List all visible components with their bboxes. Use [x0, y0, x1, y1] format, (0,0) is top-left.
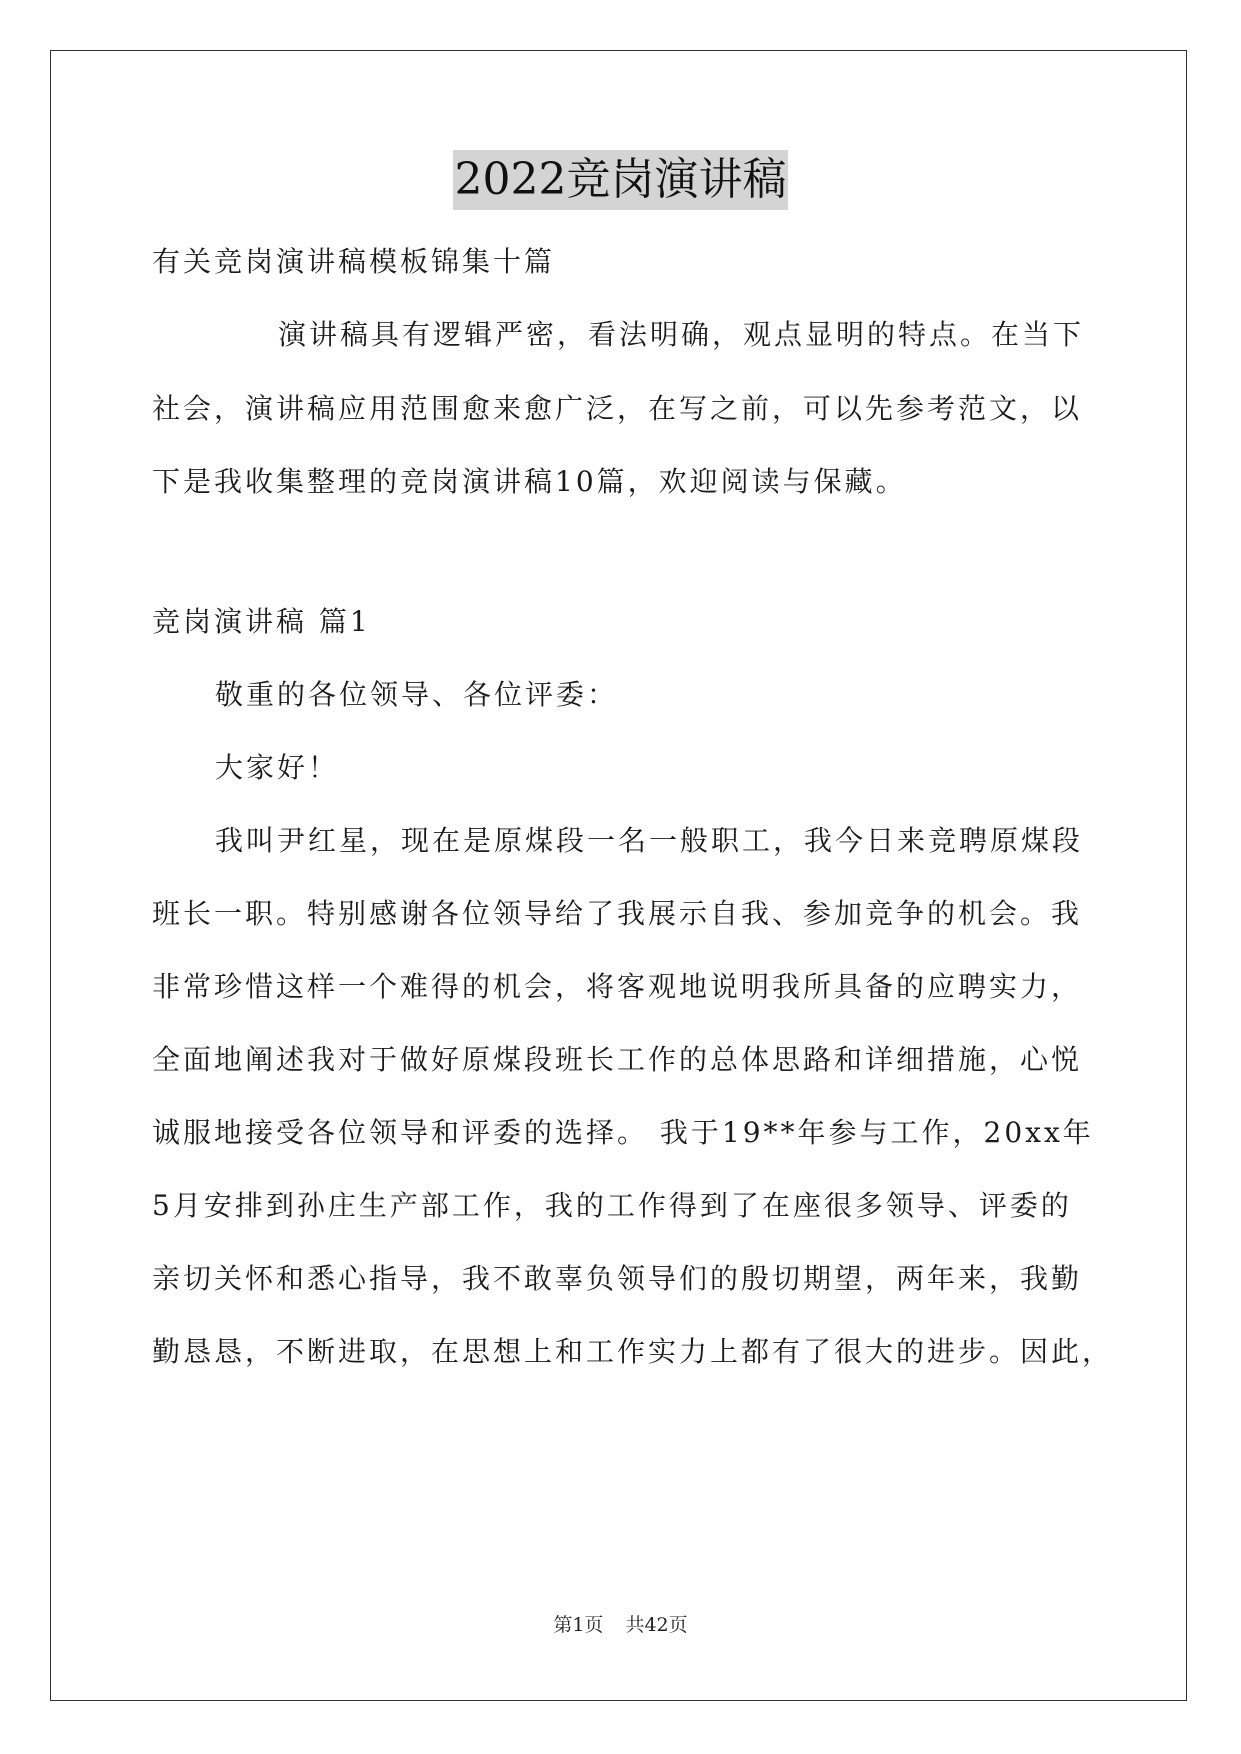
- document-subtitle: 有关竞岗演讲稿模板锦集十篇: [152, 245, 556, 278]
- body-line-8: 勤恳恳，不断进取，在思想上和工作实力上都有了很大的进步。因此，: [152, 1335, 1114, 1368]
- body-line-2: 班长一职。特别感谢各位领导给了我展示自我、参加竞争的机会。我: [152, 897, 1083, 930]
- page-footer: [0, 1613, 1241, 1637]
- greeting: 大家好！: [215, 751, 340, 784]
- document-title: 2022竞岗演讲稿: [453, 150, 789, 210]
- page-border: [50, 50, 1187, 1701]
- body-line-5: 诚服地接受各位领导和评委的选择。 我于19**年参与工作，20xx年: [152, 1116, 1094, 1149]
- salutation: 敬重的各位领导、各位评委：: [215, 678, 619, 711]
- body-line-7: 亲切关怀和悉心指导，我不敢辜负领导们的殷切期望，两年来，我勤: [152, 1262, 1083, 1295]
- page-total: 共42页: [625, 1614, 688, 1636]
- body-line-3: 非常珍惜这样一个难得的机会，将客观地说明我所具备的应聘实力，: [152, 970, 1083, 1003]
- intro-line-3: 下是我收集整理的竞岗演讲稿10篇，欢迎阅读与保藏。: [152, 465, 907, 498]
- page-number: 第1页: [553, 1614, 604, 1636]
- body-line-4: 全面地阐述我对于做好原煤段班长工作的总体思路和详细措施，心悦: [152, 1043, 1083, 1076]
- body-line-6: 5月安排到孙庄生产部工作，我的工作得到了在座很多领导、评委的: [152, 1189, 1072, 1222]
- body-line-1: 我叫尹红星，现在是原煤段一名一般职工，我今日来竞聘原煤段: [215, 824, 1084, 857]
- intro-line-1: 演讲稿具有逻辑严密，看法明确，观点显明的特点。在当下: [278, 318, 1085, 351]
- section-heading: 竞岗演讲稿 篇1: [152, 605, 371, 638]
- intro-line-2: 社会，演讲稿应用范围愈来愈广泛，在写之前，可以先参考范文，以: [152, 392, 1083, 425]
- title-container: [0, 150, 1241, 210]
